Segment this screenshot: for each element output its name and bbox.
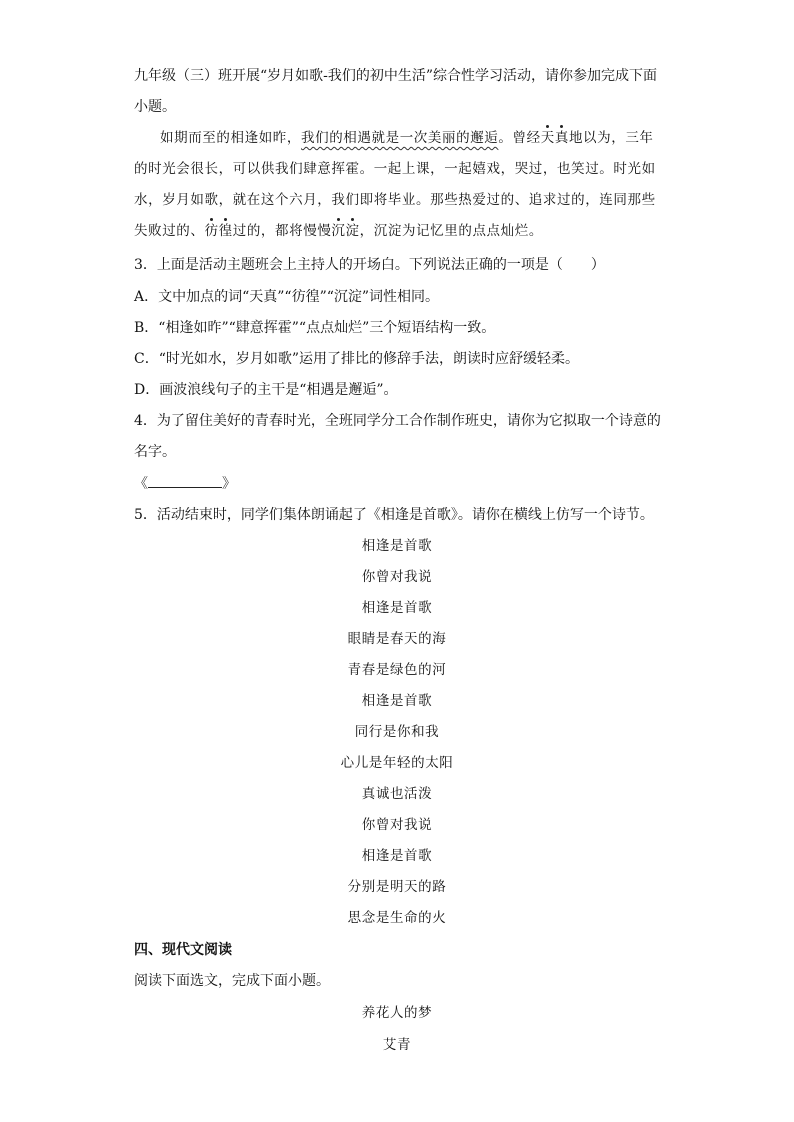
poem-line: 眼睛是春天的海	[347, 631, 447, 647]
question-3-option-a: A．文中加点的词“天真”“彷徨”“沉淀”词性相同。	[134, 289, 440, 305]
poem-line: 相逢是首歌	[361, 693, 433, 709]
intro-line-1: 九年级（三）班开展“岁月如歌-我们的初中生活”综合性学习活动，请你参加完成下面	[134, 68, 658, 84]
question-4-answer	[134, 473, 236, 494]
question-3-option-d: D．画波浪线句子的主干是“相遇是邂逅”。	[134, 382, 398, 398]
poem-line: 分别是明天的路	[347, 879, 447, 895]
passage-text: 地以为，三年	[568, 130, 654, 146]
poem-line: 同行是你和我	[354, 724, 440, 740]
answer-blank[interactable]	[148, 473, 222, 488]
passage-line-4	[134, 221, 543, 241]
poem-line: 相逢是首歌	[361, 538, 433, 554]
dotted-char: 天	[540, 130, 555, 146]
passage-text: 。曾经	[498, 130, 541, 146]
passage-line-3: 水，岁月如歌，就在这个六月，我们即将毕业。那些热爱过的、追求过的，连同那些	[134, 192, 656, 208]
passage-text: 失败过的、	[134, 223, 205, 239]
section-instruction: 阅读下面选文，完成下面小题。	[134, 973, 330, 989]
poem-line: 青春是绿色的河	[347, 662, 447, 678]
book-title-open: 《	[134, 476, 148, 492]
poem-line: 相逢是首歌	[361, 848, 433, 864]
article-title: 养花人的梦	[361, 1005, 433, 1021]
wavy-underlined-sentence: 我们的相遇就是一次美丽的邂逅	[301, 130, 499, 146]
section-heading: 四、现代文阅读	[134, 942, 232, 958]
article-author: 艾青	[382, 1037, 412, 1053]
poem-line: 相逢是首歌	[361, 600, 433, 616]
poem-line: 思念是生命的火	[347, 910, 447, 926]
passage-line-1	[160, 128, 654, 148]
dotted-char: 彷	[204, 223, 219, 239]
book-title-close: 》	[222, 476, 236, 492]
passage-line-2: 的时光会很长，可以供我们肆意挥霍。一起上课，一起嬉戏，哭过，也笑过。时光如	[134, 161, 656, 177]
passage-text: 过的，都将慢慢	[232, 223, 332, 239]
intro-line-2: 小题。	[134, 99, 176, 115]
dotted-char: 徨	[218, 223, 233, 239]
question-3-option-c: C．“时光如水，岁月如歌”运用了排比的修辞手法，朗读时应舒缓轻柔。	[134, 351, 580, 367]
question-4-line-2: 名字。	[134, 444, 176, 460]
poem-line: 你曾对我说	[361, 817, 433, 833]
question-3-stem: 3．上面是活动主题班会上主持人的开场白。下列说法正确的一项是（ ）	[134, 257, 605, 273]
poem-line: 心儿是年轻的太阳	[340, 755, 454, 771]
passage-text: 如期而至的相逢如昨，	[160, 130, 301, 146]
question-4-line-1: 4．为了留住美好的青春时光，全班同学分工合作制作班史，请你为它拟取一个诗意的	[134, 413, 661, 429]
dotted-char: 沉	[331, 223, 346, 239]
poem-line: 你曾对我说	[361, 569, 433, 585]
dotted-char: 淀	[345, 223, 360, 239]
dotted-char: 真	[554, 130, 569, 146]
poem-line: 真诚也活泼	[361, 786, 433, 802]
question-5-stem: 5．活动结束时，同学们集体朗诵起了《相逢是首歌》。请你在横线上仿写一个诗节。	[134, 507, 654, 523]
passage-text: ，沉淀为记忆里的点点灿烂。	[359, 223, 543, 239]
question-3-option-b: B．“相逢如昨”“肆意挥霍”“点点灿烂”三个短语结构一致。	[134, 320, 496, 336]
